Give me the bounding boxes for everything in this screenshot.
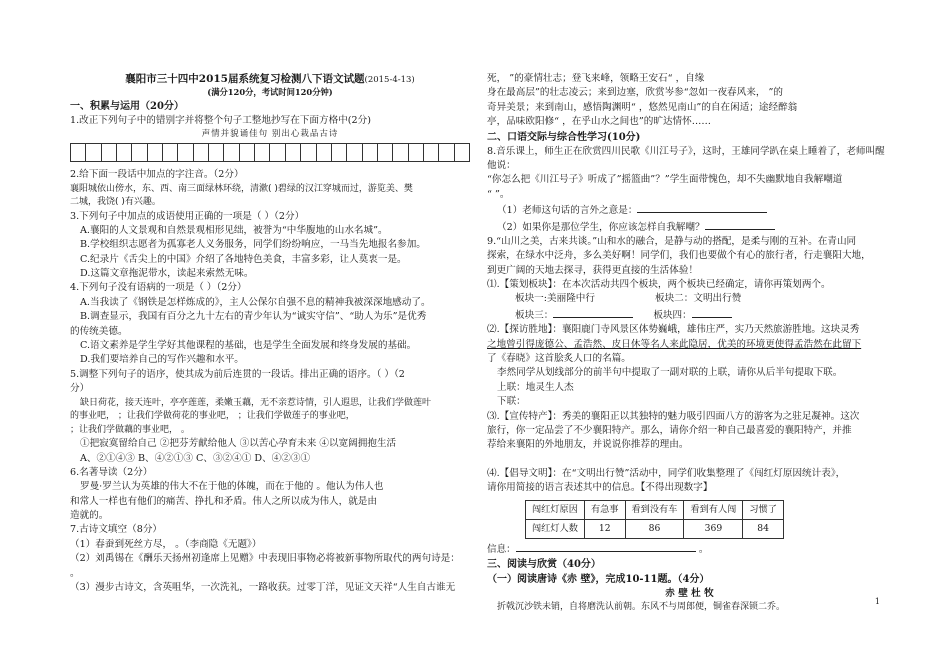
q9-visit-3: 了《春晓》这首脍炙人口的名篇。: [487, 353, 631, 365]
question-1: 1.改正下列句子中的错别字并将整个句子工整地抄写在下面方格中(2分): [70, 115, 371, 126]
question-5: 5.调整下列句子的语序，使其成为前后连贯的一段话。排出正确的语序。（ ）（2: [70, 368, 405, 380]
question-7: 7.古诗文填空（8分）: [70, 524, 163, 536]
q5-sentences: ①把寂寞留给自己 ②把芬芳献给他人 ③以苦心孕育未来 ④以宽阔拥抱生活: [80, 438, 397, 450]
section-heading: 一、积累与运用（20分）: [70, 101, 184, 112]
q3-option-b: B.学校组织志愿者为孤寡老人义务服务，同学们纷纷响应，一马当先地报名参加。: [80, 239, 426, 251]
q4-option-a: A.当我读了《钢铁是怎样炼成的》，主人公保尔自强不息的精神我被深深地感动了。: [80, 296, 431, 308]
q8-sub-2: （2）如果你是那位学生，你应该怎样自我解嘲？: [487, 219, 892, 235]
right-column: [487, 72, 892, 615]
q6-text-2: 和常人一样也有他们的痛苦、挣扎和矛盾。伟人之所以成为伟人，就是由: [70, 495, 377, 507]
q9-promote-3: 荐给来襄阳的外地朋友，并说说你推荐的理由。: [487, 439, 689, 451]
q7-cont-2: 身在最高层”的壮志凌云；来到边塞，欣赏岑参“忽如一夜春风来， ”的: [487, 87, 783, 99]
q9-visit-2: 之地曾引得庞德公、孟浩然、皮日休等名人来此隐居，优美的环境更使得孟浩然在此留下: [487, 338, 862, 350]
q9-plan: ⑴.【策划板块】：在本次活动共四个板块，两个板块已经确定，请你再策划两个。: [487, 279, 831, 291]
q7-item-2: （2）刘禹锡在《酬乐天扬州初逢席上见赠》中表现旧事物必将被新事物所取代的两句诗是：: [70, 553, 460, 565]
q9-lower-line: 下联：: [497, 396, 526, 408]
q3-option-a: A.襄阳的人文景观和自然景观相形见绌，被誉为“中华腹地的山水名城”。: [80, 224, 388, 236]
q4-option-b-cont: 的传统美德。: [70, 325, 128, 337]
question-9: 9.“山川之美，古来共谈。”山和水的融合，是静与动的搭配，是柔与刚的互补。在青山同: [487, 235, 857, 247]
q5-options: A、②①④③ B、④②①③ C、③②④① D、④②③①: [80, 452, 311, 464]
section-heading-2: 二、口语交际与综合性学习(10分): [487, 131, 641, 143]
info-line: 信息： 。: [487, 541, 892, 557]
q8-text: “你怎么把《川江号子》听成了”摇篮曲”？”学生面带愧色，却不失幽默地自我解嘲道: [487, 174, 843, 186]
q1-phrase: 声情并貌诵佳句 别出心栽品古诗: [201, 129, 339, 140]
q4-option-c: C.语文素养是学生学好其他课程的基础，也是学生全面发展和终身发展的基础。: [80, 340, 417, 352]
q9-civil: ⑷.【倡导文明】：在“文明出行赞”活动中，同学们收集整理了《闯红灯原因统计表》，: [487, 467, 846, 479]
left-column: [70, 99, 470, 595]
q7-answer-line: 。: [70, 567, 80, 579]
question-6: 6.名著导读（2分）: [70, 466, 153, 478]
question-4: 4.下列句子没有语病的一项是（ ）（2分）: [70, 282, 247, 294]
q7-cont-4: 亭，品味欧阳修“ ，在乎山水之间也”的旷达情怀……: [487, 116, 711, 128]
q9-upper-line: 上联：地灵生人杰: [497, 381, 574, 393]
section-heading-3: 三、阅读与欣赏（40分）: [487, 558, 601, 570]
q9-couplet-prompt: 李然同学从划线部分的前半句中提取了一副对联的上联，请你从后半句提取下联。: [497, 367, 843, 379]
q7-item-3: （3）漫步古诗文，含英咀华，一次洗礼，一路收获。过零丁洋，见证文天祥“人生自古谁无: [70, 582, 456, 594]
poem-title: 赤 壁 杜 牧: [665, 587, 714, 599]
question-3: 3.下列句子中加点的成语使用正确的一项是（ ）（2分）: [70, 210, 305, 222]
q6-text-3: 造就的。: [70, 510, 109, 522]
answer-grid[interactable]: [70, 143, 470, 162]
title-text: 襄阳市三十四中2015届系统复习检测八下语文试题: [125, 73, 365, 85]
q9-promote: ⑶.【宣传特产】：秀美的襄阳正以其独特的魅力吸引四面八方的游客为之驻足凝神。这次: [487, 410, 860, 422]
question-8: 8.音乐课上，师生正在欣赏四川民歌《川江号子》，这时，王雄同学趴在桌上睡着了，老师叫醒他说：: [487, 145, 885, 171]
q9-blocks-2: 板块三： 板块四：: [487, 307, 892, 323]
q9-promote-2: 旅行，你一定品尝了不少襄阳特产。那么，请你介绍一种自己最喜爱的襄阳特产，并推: [487, 424, 852, 436]
q9-civil-2: 请你用简接的语言表述其中的信息。【不得出现数字】: [487, 482, 713, 494]
q9-visit: ⑵.【探访胜地】：襄阳鹿门寺风景区体势巍峨，雄伟庄严，实乃天然旅游胜地。这块灵秀: [487, 324, 860, 336]
q5-passage-2: 的事业吧， ；让我们学做荷花的事业吧， ；让我们学做莲子的事业吧，: [70, 411, 355, 422]
table-row: 闯红灯人数 12 86 369 84: [526, 519, 784, 538]
q2-text-2: 二城，我饶( )有兴趣。: [70, 197, 161, 208]
q7-item-1: （1）春蚕到死丝方尽， 。（李商隐《无题》）: [70, 538, 262, 550]
q5-passage: 缺日荷花，接天连叶，亭亭莲莲，柔嫩玉藕，无不亲惹诗情，引人遐思，让我们学做莲叶: [80, 397, 432, 408]
page-number: 1: [874, 597, 880, 606]
poem-line: 折戟沉沙铁未销，自将磨洗认前朝。东风不与周郎便，铜雀春深锁二乔。: [497, 602, 786, 613]
q9-text-2: 到更广阔的天地去探寻，获得更直接的生活体验！: [487, 264, 699, 276]
q8-sub-1: （1）老师这句话的言外之意是：: [487, 202, 892, 218]
q3-option-d: D.这篇文章拖泥带水，读起来索然无味。: [80, 268, 254, 280]
q4-option-d: D.我们要培养自己的写作兴趣和水平。: [80, 354, 244, 366]
q5-score: 分）: [70, 383, 90, 395]
q7-cont-1: 死， ”的豪情壮志；登飞来峰，领略王安石“ ，自缘: [487, 73, 705, 84]
q8-text-2: “ ”。: [487, 188, 510, 200]
subsection-heading: （一）阅读唐诗《赤 壁》，完成10-11题。（4分）: [487, 573, 710, 585]
q6-text: 罗曼·罗兰认为英雄的伟大不在于他的体魄，而在于他的 。他认为伟人也: [80, 481, 384, 493]
q9-blocks: 板块一:美丽隆中行 板块二：文明出行赞: [515, 293, 742, 305]
table-header-row: 闯红灯原因 有急事 看到没有车 看到有人闯 习惯了: [526, 500, 784, 519]
exam-subtitle: (满分120分，考试时间120分钟): [207, 87, 333, 97]
exam-date: (2015-4-13): [364, 75, 415, 85]
q4-option-b: B.调查显示，我国有百分之九十左右的青少年认为“诚实守信”、“助人为乐”是优秀: [80, 311, 427, 323]
q2-text: 襄阳城依山傍水，东、西、南三面绿林环绕，清漱( )碧绿的汉江穿城而过，游览美、樊: [70, 183, 413, 194]
q7-cont-3: 奇异美景；来到南山，感悟陶渊明“ ，悠然见南山”的自在闲适；途经醉翁: [487, 101, 798, 113]
q3-option-c: C.纪录片《舌尖上的中国》介绍了各地特色美食，丰富多彩，让人莫衷一是。: [80, 253, 407, 265]
q9-text: 探索，在绿水中泛舟，多么美好啊！同学们，我们也要做个有心的旅行者，行走襄阳大地，: [487, 250, 871, 262]
question-2: 2.给下面一段话中加点的字注音。（2分）: [70, 169, 244, 181]
red-light-table: [525, 500, 784, 539]
q5-passage-3: ；让我们学做藕的事业吧， 。: [70, 424, 190, 435]
